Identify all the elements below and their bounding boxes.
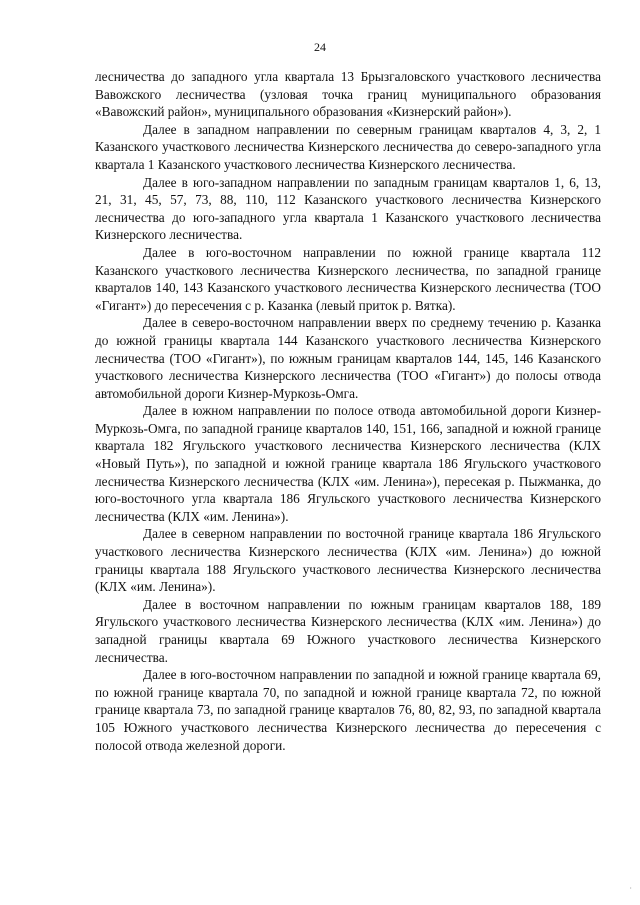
paragraph: лесничества до западного угла квартала 13 Брызгаловского участкового лесничества Вавожского лесничества (узловая точка границ муниципального образования «Вавожский район», муниципального образования «Кизнерский район»). [95, 69, 601, 120]
paragraph: Далее в восточном направлении по южным границам кварталов 188, 189 Ягульского участкового лесничества Кизнерского лесничества (КЛХ «им. Ленина») до западной границы квартала 69 Южного участкового лесничества Кизнерского лесничества. [95, 596, 601, 665]
paragraph: Далее в северном направлении по восточной границе квартала 186 Ягульского участкового лесничества Кизнерского лесничества (КЛХ «им. Ленина») до южной границы квартала 188 Ягульского участкового лесничества Кизнерского лесничества (КЛХ «им. Ленина»). [95, 526, 601, 595]
document-body [95, 68, 601, 754]
paragraph: Далее в южном направлении по полосе отвода автомобильной дороги Кизнер-Муркозь-Омга, по западной границе кварталов 140, 151, 166, западной и южной границе квартала 182 Ягульского участкового лесничества Кизнерского лесничества (КЛХ «Новый Путь»), по западной и южной границе квартала 186 Ягульского участкового лесничества Кизнерского лесничества (КЛХ «им. Ленина»), пересекая р. Пыжманка, до юго-восточного угла квартала 186 Ягульского участкового лесничества Кизнерского лесничества (КЛХ «им. Ленина»). [95, 403, 601, 524]
paragraph: Далее в юго-восточном направлении по западной и южной границе квартала 69, по южной границе квартала 70, по западной и южной границе квартала 72, по южной границе квартала 73, по западной границе кварталов 76, 80, 82, 93, по западной квартала 105 Южного участкового лесничества Кизнерского лесничества до пересечения с полосой отвода железной дороги. [95, 667, 601, 753]
paragraph: Далее в юго-восточном направлении по южной границе квартала 112 Казанского участкового лесничества Кизнерского лесничества, по западной границе кварталов 140, 143 Казанского участкового лесничества Кизнерского лесничества (ТОО «Гигант») до пересечения с р. Казанка (левый приток р. Вятка). [95, 244, 601, 313]
paragraph: Далее в северо-восточном направлении вверх по среднему течению р. Казанка до южной границы квартала 144 Казанского участкового лесничества Кизнерского лесничества (ТОО «Гигант»), по южным границам кварталов 144, 145, 146 Казанского участкового лесничества Кизнерского лесничества (ТОО «Гигант») до полосы отвода автомобильной дороги Кизнер-Муркозь-Омга. [95, 315, 601, 401]
paragraph: Далее в юго-западном направлении по западным границам кварталов 1, 6, 13, 21, 31, 45, 57, 73, 88, 110, 112 Казанского участкового лесничества Кизнерского лесничества до юго-западного угла квартала 1 Казанского участкового лесничества Кизнерского лесничества. [95, 174, 601, 243]
page-number: 24 [314, 40, 326, 54]
paragraph: Далее в западном направлении по северным границам кварталов 4, 3, 2, 1 Казанского участкового лесничества Кизнерского лесничества до северо-западного угла квартала 1 Казанского участкового лесничества Кизнерского лесничества. [95, 121, 601, 172]
scan-artifact-mark: · [629, 884, 632, 893]
